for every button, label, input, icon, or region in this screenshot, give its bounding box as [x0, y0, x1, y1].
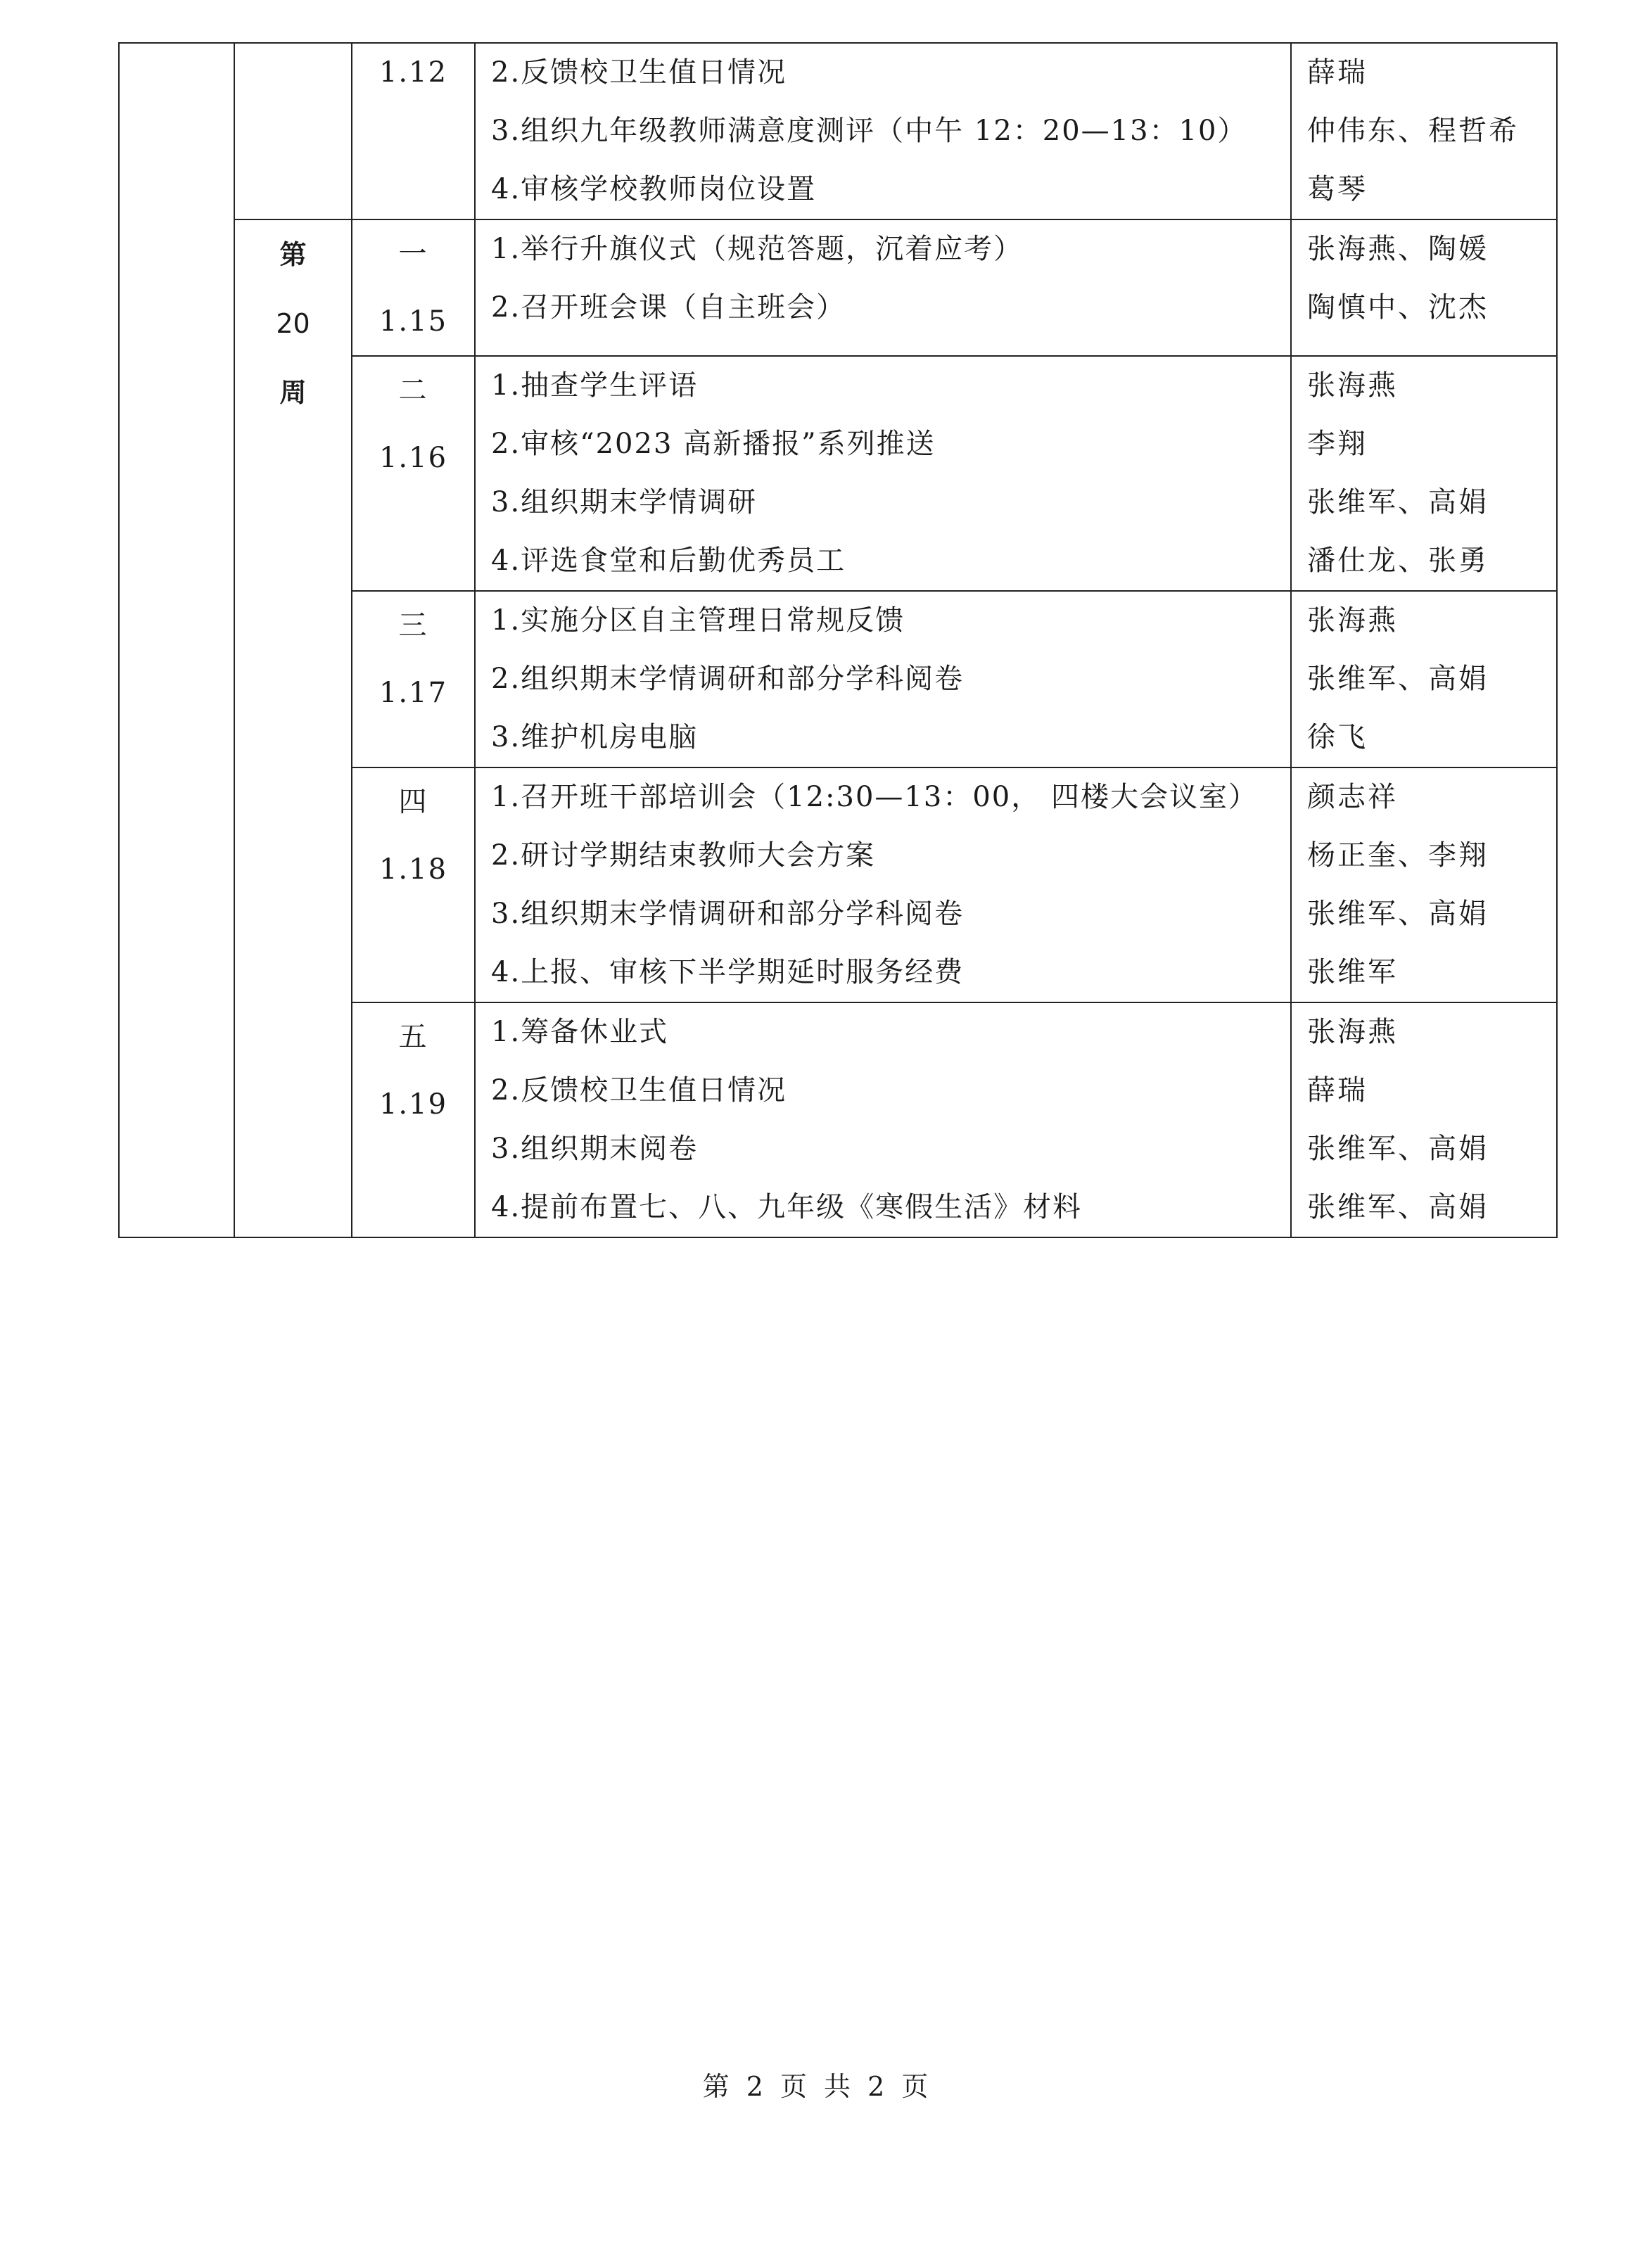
owner-item: 薛瑞 [1307, 56, 1368, 89]
blank-column-cell [119, 43, 234, 1237]
owner-item: 张维军、高娟 [1307, 898, 1489, 930]
day-cell [352, 356, 475, 591]
task-item: 2.研讨学期结束教师大会方案 [491, 839, 876, 872]
task-item: 1.抽查学生评语 [491, 369, 699, 402]
task-item: 4.评选食堂和后勤优秀员工 [491, 544, 846, 577]
owner-cell [1291, 356, 1557, 591]
owner-cell [1291, 219, 1557, 356]
day-weekday: 一 [398, 238, 428, 270]
owner-item: 张维军、高娟 [1307, 1191, 1489, 1223]
task-item: 2.组织期末学情调研和部分学科阅卷 [491, 663, 965, 695]
owner-cell [1291, 767, 1557, 1002]
day-cell [352, 43, 475, 219]
owner-item: 葛琴 [1307, 173, 1368, 205]
owner-item: 张维军、高娟 [1307, 486, 1489, 518]
task-item: 3.组织期末学情调研和部分学科阅卷 [491, 898, 965, 930]
day-weekday: 三 [398, 609, 428, 642]
week-cell-previous [234, 43, 352, 219]
day-date: 1.15 [378, 305, 448, 338]
task-item: 3.维护机房电脑 [491, 721, 699, 753]
task-item: 2.反馈校卫生值日情况 [491, 56, 787, 89]
day-weekday: 二 [398, 374, 428, 407]
owner-item: 李翔 [1307, 428, 1368, 460]
owner-item: 陶慎中、沈杰 [1307, 291, 1489, 324]
owner-item: 张海燕 [1307, 369, 1398, 402]
task-cell [475, 356, 1291, 591]
week-label-top: 第 [279, 239, 307, 270]
task-cell [475, 1002, 1291, 1237]
task-item: 1.实施分区自主管理日常规反馈 [491, 604, 905, 637]
day-date: 1.17 [378, 677, 448, 709]
table-row [119, 219, 1557, 356]
owner-cell [1291, 43, 1557, 219]
task-item: 4.提前布置七、八、九年级《寒假生活》材料 [491, 1191, 1083, 1223]
task-item: 2.审核“2023 高新播报”系列推送 [491, 428, 936, 460]
task-item: 2.反馈校卫生值日情况 [491, 1074, 787, 1107]
week-label-cell [234, 219, 352, 1237]
task-item: 2.召开班会课（自主班会） [491, 291, 846, 324]
owner-item: 张维军、高娟 [1307, 663, 1489, 695]
day-date: 1.16 [378, 442, 448, 474]
week-label-bottom: 周 [279, 377, 307, 408]
owner-item: 张海燕 [1307, 1016, 1398, 1048]
day-weekday: 五 [398, 1021, 428, 1053]
owner-cell [1291, 1002, 1557, 1237]
day-cell [352, 591, 475, 767]
task-cell [475, 591, 1291, 767]
owner-item: 张海燕、陶媛 [1307, 233, 1489, 265]
day-date: 1.12 [378, 56, 448, 89]
task-item: 4.上报、审核下半学期延时服务经费 [491, 956, 965, 988]
task-item: 3.组织期末阅卷 [491, 1133, 699, 1165]
day-cell [352, 767, 475, 1002]
task-cell [475, 43, 1291, 219]
owner-item: 杨正奎、李翔 [1307, 839, 1489, 872]
owner-item: 仲伟东、程哲希 [1307, 115, 1519, 147]
task-item: 1.召开班干部培训会（12:30—13：00， 四楼大会议室） [491, 781, 1258, 813]
owner-item: 张海燕 [1307, 604, 1398, 637]
owner-item: 张维军 [1307, 956, 1398, 988]
schedule-table [118, 42, 1558, 1238]
day-date: 1.18 [378, 853, 448, 886]
task-cell [475, 219, 1291, 356]
day-date: 1.19 [378, 1088, 448, 1121]
day-cell [352, 1002, 475, 1237]
owner-item: 薛瑞 [1307, 1074, 1368, 1107]
owner-item: 徐飞 [1307, 721, 1368, 753]
owner-item: 潘仕龙、张勇 [1307, 544, 1489, 577]
page-footer: 第 2 页 共 2 页 [702, 2071, 933, 2102]
owner-item: 张维军、高娟 [1307, 1133, 1489, 1165]
task-item: 1.筹备休业式 [491, 1016, 669, 1048]
owner-cell [1291, 591, 1557, 767]
day-cell [352, 219, 475, 356]
table-row [119, 43, 1557, 219]
task-item: 3.组织期末学情调研 [491, 486, 758, 518]
day-weekday: 四 [398, 786, 428, 818]
owner-item: 颜志祥 [1307, 781, 1398, 813]
task-item: 4.审核学校教师岗位设置 [491, 173, 817, 205]
task-cell [475, 767, 1291, 1002]
week-number: 20 [276, 308, 310, 339]
task-item: 3.组织九年级教师满意度测评（中午 12：20—13：10） [491, 115, 1247, 147]
task-item: 1.举行升旗仪式（规范答题，沉着应考） [491, 233, 1024, 265]
